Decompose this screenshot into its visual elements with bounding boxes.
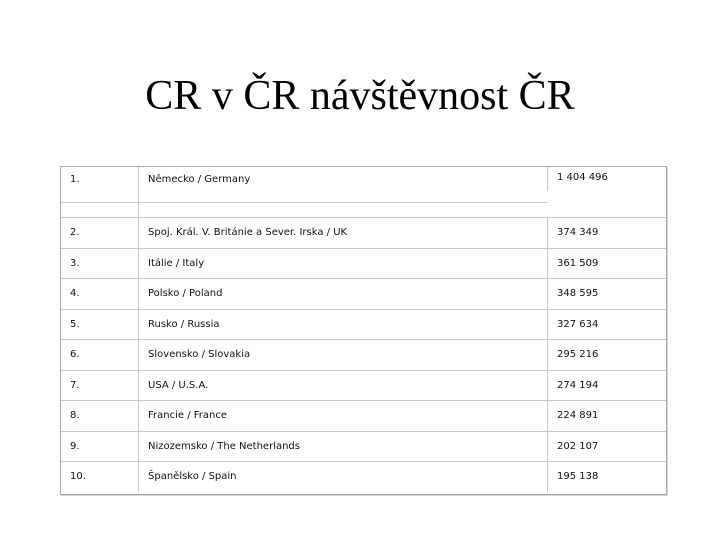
table-spacer-cell bbox=[139, 203, 548, 218]
rank-cell: 4. bbox=[61, 279, 139, 310]
visitors-cell: 374 349 bbox=[548, 218, 666, 249]
country-cell: Spoj. Král. V. Británie a Sever. Irska / UK bbox=[139, 218, 548, 249]
rank-cell: 9. bbox=[61, 432, 139, 463]
country-cell: Francie / France bbox=[139, 401, 548, 432]
country-cell: Nizozemsko / The Netherlands bbox=[139, 432, 548, 463]
table-spacer-cell bbox=[61, 191, 139, 203]
rank-cell: 2. bbox=[61, 218, 139, 249]
table-row bbox=[61, 401, 666, 432]
slide-title: CR v ČR návštěvnost ČR bbox=[145, 73, 575, 119]
rank-cell: 10. bbox=[61, 462, 139, 492]
visitors-cell: 202 107 bbox=[548, 432, 666, 463]
rank-cell: 7. bbox=[61, 371, 139, 402]
rank-cell: 6. bbox=[61, 340, 139, 371]
visitors-cell: 295 216 bbox=[548, 340, 666, 371]
table-row bbox=[61, 462, 666, 492]
table-row bbox=[61, 432, 666, 463]
rank-cell: 3. bbox=[61, 249, 139, 280]
table-spacer-cell bbox=[61, 203, 139, 218]
table-row bbox=[61, 340, 666, 371]
table-row bbox=[61, 371, 666, 402]
country-cell: USA / U.S.A. bbox=[139, 371, 548, 402]
table-spacer-cell bbox=[139, 191, 548, 203]
country-cell: Slovensko / Slovakia bbox=[139, 340, 548, 371]
rank-cell: 5. bbox=[61, 310, 139, 341]
rank-cell: 1. bbox=[61, 167, 139, 191]
visitors-cell: 327 634 bbox=[548, 310, 666, 341]
visitor-table-grid bbox=[61, 167, 666, 492]
visitors-cell: 224 891 bbox=[548, 401, 666, 432]
table-row bbox=[61, 167, 666, 191]
table-row bbox=[61, 279, 666, 310]
country-cell: Německo / Germany bbox=[139, 167, 548, 191]
rank-cell: 8. bbox=[61, 401, 139, 432]
visitor-table bbox=[60, 166, 667, 495]
visitors-cell: 274 194 bbox=[548, 371, 666, 402]
country-cell: Španělsko / Spain bbox=[139, 462, 548, 492]
visitors-cell: 195 138 bbox=[557, 471, 599, 483]
visitors-cell: 361 509 bbox=[548, 249, 666, 280]
country-cell: Polsko / Poland bbox=[139, 279, 548, 310]
visitors-cell: 1 404 496 bbox=[548, 167, 666, 218]
country-cell: Rusko / Russia bbox=[139, 310, 548, 341]
table-row bbox=[61, 310, 666, 341]
table-row bbox=[61, 249, 666, 280]
visitors-cell: 348 595 bbox=[548, 279, 666, 310]
country-cell: Itálie / Italy bbox=[139, 249, 548, 280]
table-row bbox=[61, 218, 666, 249]
